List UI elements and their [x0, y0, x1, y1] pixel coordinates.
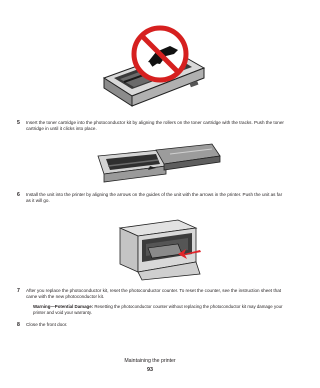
step-number: 6	[17, 192, 20, 198]
footer-section-title: Maintaining the printer	[124, 358, 176, 364]
step-text: Insert the toner cartridge into the photoconductor kit by aligning the rollers on the toner cartridge with the tracks. Push the toner cartridge in until it clicks into place.	[26, 120, 284, 132]
step-6	[17, 192, 288, 204]
photoconductor-kit	[98, 150, 166, 182]
step-number: 8	[17, 322, 20, 328]
do-not-touch-icon	[134, 28, 186, 80]
toner-cartridge	[156, 144, 220, 170]
warning-note	[33, 304, 285, 316]
step-5	[17, 120, 288, 132]
toner-insertion-illustration	[94, 140, 224, 186]
printer-installation-illustration	[108, 214, 204, 282]
step-number: 7	[17, 288, 20, 294]
step-7	[17, 288, 288, 300]
step-8	[17, 322, 288, 328]
warning-text: Resetting the photoconductor counter without replacing the photoconductor kit may damage your printer and void your warranty.	[33, 304, 283, 315]
step-text: Close the front door.	[26, 322, 68, 327]
warning-label: Warning—Potential Damage:	[33, 304, 94, 309]
step-number: 5	[17, 120, 20, 126]
photoconductor-kit-illustration	[90, 22, 216, 114]
page-number: 93	[147, 367, 153, 373]
step-text: Install the unit into the printer by aligning the arrows on the guides of the unit with the arrows in the printer. Push the unit as far as it will go.	[26, 192, 283, 204]
step-text: After you replace the photoconductor kit, reset the photoconductor counter. To reset the counter, see the instruction sheet that came with the new photoconductor kit.	[26, 288, 282, 300]
